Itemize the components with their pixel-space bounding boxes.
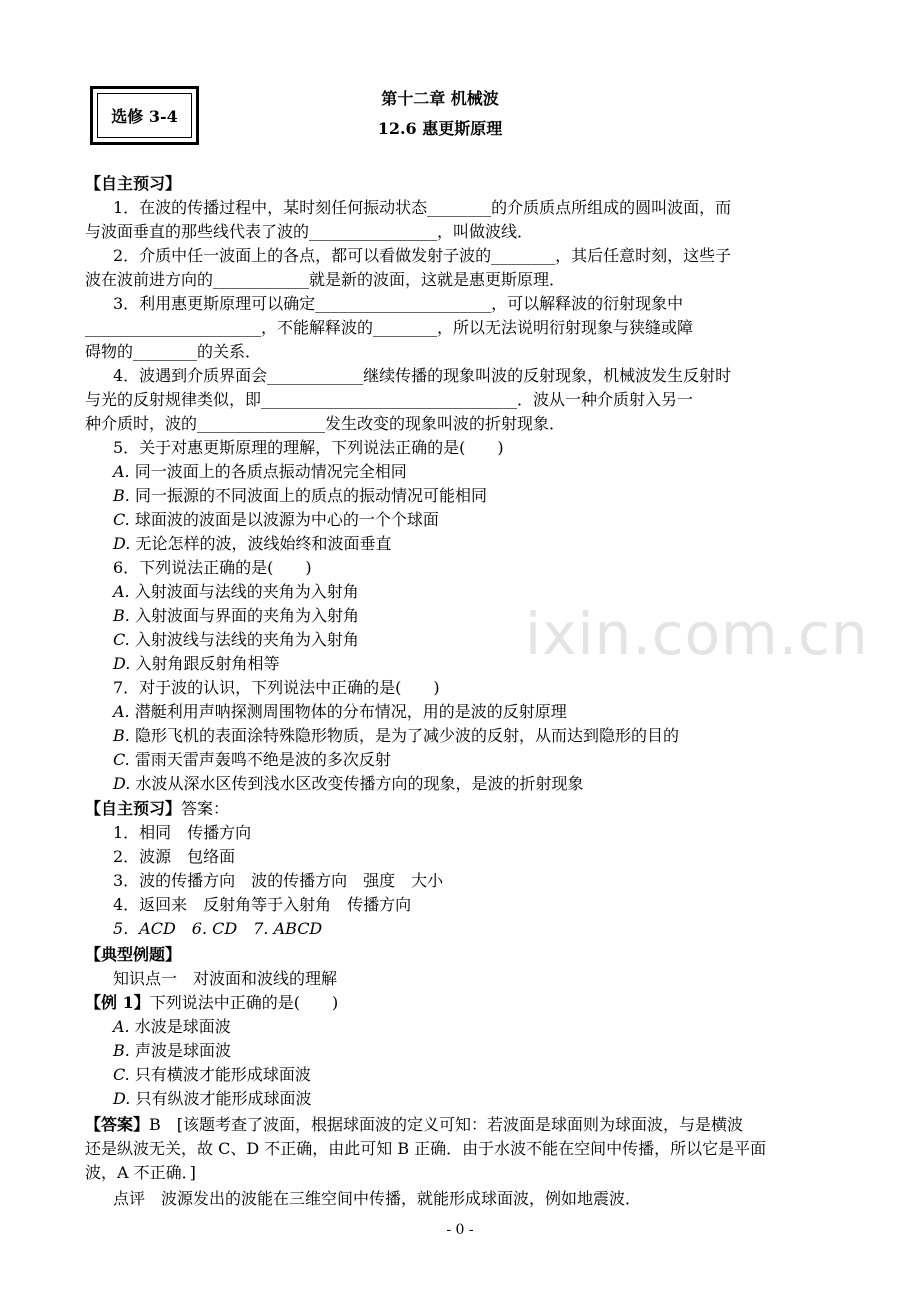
answer-2: 2．波源 包络面 xyxy=(113,847,236,866)
question-2-line-1: 2．介质中任一波面上的各点，都可以看做发射子波的________，其后任意时刻，这些子 xyxy=(113,246,732,265)
answer-5-7: 5．ACD 6. CD 7. ABCD xyxy=(113,919,323,938)
example-1-label: 【例 1】 xyxy=(85,993,150,1012)
option-letter: A. xyxy=(113,1017,130,1036)
example-1-option-a xyxy=(113,1015,858,1039)
answers-heading xyxy=(85,797,830,821)
option-letter: C. xyxy=(113,630,130,649)
question-6-option-c xyxy=(113,628,858,652)
question-5-option-d xyxy=(113,532,858,556)
option-letter: B. xyxy=(113,1041,130,1060)
section-title: 12.6 惠更斯原理 xyxy=(377,119,503,138)
answer-3: 3．波的传播方向 波的传播方向 强度 大小 xyxy=(113,871,444,890)
example-1-answer-line-2: 还是纵波无关，故 C、D 不正确，由此可知 B 正确．由于水波不能在空间中传播，所以它是平面 xyxy=(85,1139,767,1158)
question-6-option-d xyxy=(113,652,858,676)
option-letter: B. xyxy=(113,726,130,745)
question-7-option-b xyxy=(113,724,858,748)
example-1-option-c xyxy=(113,1063,858,1087)
example-1 xyxy=(85,991,830,1015)
option-text: 球面波的波面是以波源为中心的一个个球面 xyxy=(134,510,439,529)
option-letter: D. xyxy=(113,774,131,793)
example-1-option-d xyxy=(113,1087,858,1111)
option-text: 声波是球面波 xyxy=(134,1041,231,1060)
option-text: 无论怎样的波，波线始终和波面垂直 xyxy=(135,534,392,553)
question-5: 5．关于对惠更斯原理的理解，下列说法正确的是( ) xyxy=(113,438,504,457)
answer-1: 1．相同 传播方向 xyxy=(113,823,252,842)
question-4-line-1: 4．波遇到介质界面会____________继续传播的现象叫波的反射现象，机械波发生反射时 xyxy=(113,366,732,385)
preview-heading: 【自主预习】 xyxy=(85,174,182,193)
question-5-option-b xyxy=(113,484,858,508)
answer-text: B [该题考查了波面，根据球面波的定义可知：若波面是球面则为球面波，与是横波 xyxy=(149,1115,744,1134)
answers-heading-label: 【自主预习】 xyxy=(85,799,182,818)
option-text: 雷雨天雷声轰鸣不绝是波的多次反射 xyxy=(134,750,391,769)
option-letter: C. xyxy=(113,1065,130,1084)
question-7-option-c xyxy=(113,748,858,772)
question-2-line-2: 波在波前进方向的____________就是新的波面，这就是惠更斯原理． xyxy=(85,270,566,289)
question-3-line-1: 3．利用惠更斯原理可以确定______________________，可以解释波的衍射现象中 xyxy=(113,294,684,313)
chapter-title: 第十二章 机械波 xyxy=(381,89,499,108)
option-text: 入射角跟反射角相等 xyxy=(135,654,280,673)
option-letter: A. xyxy=(113,582,130,601)
option-letter: A. xyxy=(113,462,130,481)
knowledge-point-1: 知识点一 对波面和波线的理解 xyxy=(113,969,338,988)
option-letter: C. xyxy=(113,750,130,769)
question-4-line-2: 与光的反射规律类似，即________________________________．波从一种介质射入另一 xyxy=(85,390,694,409)
option-text: 潜艇利用声呐探测周围物体的分布情况，用的是波的反射原理 xyxy=(134,702,567,721)
example-1-answer-line-3: 波，A 不正确．] xyxy=(85,1163,196,1182)
example-1-question: 下列说法中正确的是( ) xyxy=(149,993,339,1012)
option-text: 隐形飞机的表面涂特殊隐形物质，是为了减少波的反射，从而达到隐形的目的 xyxy=(134,726,679,745)
question-3-line-3: 碍物的________的关系． xyxy=(85,342,262,361)
question-3-line-2: ______________________，不能解释波的________，所以无法说明衍射现象与狭缝或障 xyxy=(85,318,694,337)
question-1-line-1: 1．在波的传播过程中，某时刻任何振动状态________的介质质点所组成的圆叫波面，而 xyxy=(113,198,732,217)
question-5-option-a xyxy=(113,460,858,484)
option-letter: D. xyxy=(113,534,131,553)
option-text: 入射波面与界面的夹角为入射角 xyxy=(134,606,359,625)
answer-label: 【答案】 xyxy=(85,1115,150,1134)
option-text: 同一波面上的各质点振动情况完全相同 xyxy=(134,462,407,481)
option-letter: C. xyxy=(113,510,130,529)
question-1-line-2: 与波面垂直的那些线代表了波的________________，叫做波线． xyxy=(85,222,534,241)
page-number: - 0 - xyxy=(446,1222,474,1238)
question-6-option-a xyxy=(113,580,858,604)
answer-4: 4．返回来 反射角等于入射角 传播方向 xyxy=(113,895,412,914)
option-letter: D. xyxy=(113,654,131,673)
option-letter: A. xyxy=(113,702,130,721)
example-1-answer-line-1 xyxy=(85,1113,830,1137)
option-text: 只有横波才能形成球面波 xyxy=(134,1065,311,1084)
option-text: 只有纵波才能形成球面波 xyxy=(135,1089,312,1108)
example-1-comment: 点评 波源发出的波能在三维空间中传播，就能形成球面波，例如地震波． xyxy=(113,1189,642,1208)
option-letter: B. xyxy=(113,606,130,625)
answers-heading-suffix: 答案： xyxy=(181,799,230,818)
option-text: 入射波面与法线的夹角为入射角 xyxy=(134,582,359,601)
question-6: 6．下列说法正确的是( ) xyxy=(113,558,312,577)
question-4-line-3: 种介质时，波的________________发生改变的现象叫波的折射现象． xyxy=(85,414,566,433)
question-7-option-d xyxy=(113,772,858,796)
option-text: 水波是球面波 xyxy=(134,1017,231,1036)
option-text: 水波从深水区传到浅水区改变传播方向的现象，是波的折射现象 xyxy=(135,774,584,793)
question-7: 7．对于波的认识，下列说法中正确的是( ) xyxy=(113,678,440,697)
question-6-option-b xyxy=(113,604,858,628)
examples-heading: 【典型例题】 xyxy=(85,945,182,964)
module-badge xyxy=(90,86,199,145)
option-text: 同一振源的不同波面上的质点的振动情况可能相同 xyxy=(134,486,487,505)
option-text: 入射波线与法线的夹角为入射角 xyxy=(134,630,359,649)
question-7-option-a xyxy=(113,700,858,724)
watermark: ixin.com.cn xyxy=(525,600,869,668)
example-1-option-b xyxy=(113,1039,858,1063)
option-letter: D. xyxy=(113,1089,131,1108)
module-badge-label: 选修 3-4 xyxy=(97,93,192,138)
question-5-option-c xyxy=(113,508,858,532)
option-letter: B. xyxy=(113,486,130,505)
